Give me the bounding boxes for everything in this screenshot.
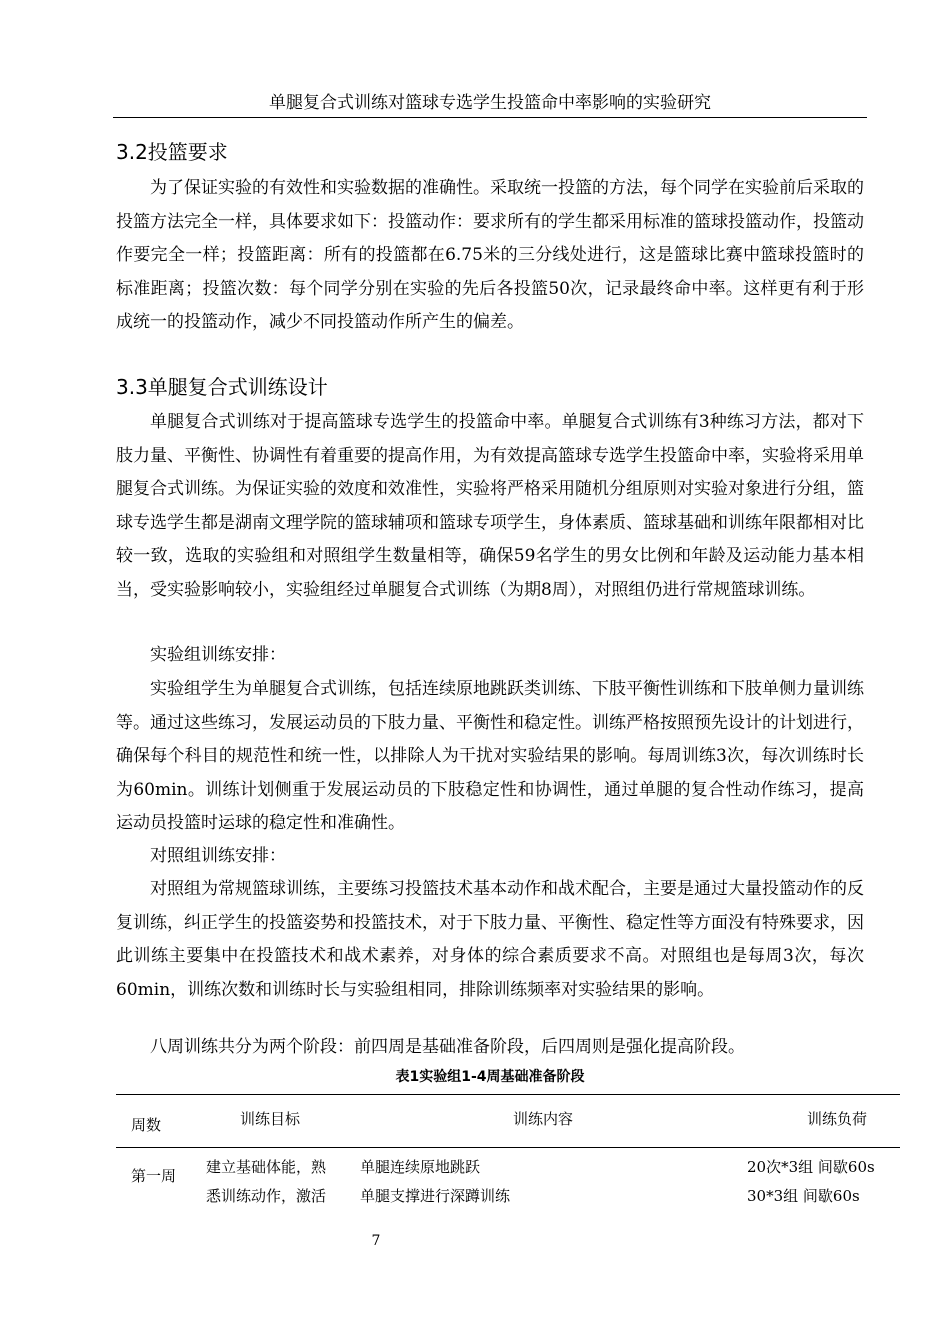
running-header: 单腿复合式训练对篮球专选学生投篮命中率影响的实验研究 xyxy=(269,93,711,113)
table-cell-content-line: 单腿连续原地跳跃 xyxy=(360,1158,481,1176)
table-header-content: 训练内容 xyxy=(513,1110,574,1128)
paragraph: 单腿复合式训练对于提高篮球专选学生的投篮命中率。单腿复合式训练有3种练习方法，都对下肢力量、平衡性、协调性有着重要的提高作用，为有效提高篮球专选学生投篮命中率，实验将采用单腿复合式训练。为保证实验的效度和效准性，实验将严格采用随机分组原则对实验对象进行分组，篮球专选学生都是湖南文理学院的篮球辅项和篮球专项学生，身体素质、篮球基础和训练年限都相对比较一致，选取的实验组和对照组学生数量相等，确保59名学生的男女比例和年龄及运动能力基本相当，受实验影响较小，实验组经过单腿复合式训练（为期8周），对照组仍进行常规篮球训练。 xyxy=(116,412,864,600)
table-caption: 表1实验组1-4周基础准备阶段 xyxy=(395,1069,585,1085)
table-header-goal: 训练目标 xyxy=(240,1110,301,1128)
section-heading-3-3: 3.3单腿复合式训练设计 xyxy=(116,375,328,399)
paragraph: 对照组训练安排： xyxy=(150,846,286,866)
table-cell-load-line: 20次*3组 间歇60s xyxy=(747,1158,875,1176)
header-rule xyxy=(113,117,867,118)
table-header-rule xyxy=(116,1147,900,1148)
paragraph: 实验组学生为单腿复合式训练，包括连续原地跳跃类训练、下肢平衡性训练和下肢单侧力量训练等。通过这些练习，发展运动员的下肢力量、平衡性和稳定性。训练严格按照预先设计的计划进行，确保每个科目的规范性和统一性，以排除人为干扰对实验结果的影响。每周训练3次，每次训练时长为60min。训练计划侧重于发展运动员的下肢稳定性和协调性，通过单腿的复合性动作练习，提高运动员投篮时运球的稳定性和准确性。 xyxy=(116,679,864,833)
table-cell-goal-line: 建立基础体能，熟 xyxy=(206,1158,327,1176)
table-header-week: 周数 xyxy=(131,1116,162,1134)
page-number: 7 xyxy=(371,1233,381,1249)
table-cell-load-line: 30*3组 间歇60s xyxy=(747,1187,860,1205)
paragraph: 八周训练共分为两个阶段：前四周是基础准备阶段，后四周则是强化提高阶段。 xyxy=(150,1037,745,1057)
table-cell-content-line: 单腿支撑进行深蹲训练 xyxy=(360,1187,511,1205)
paragraph: 实验组训练安排： xyxy=(150,645,286,665)
table-top-rule xyxy=(116,1094,900,1095)
table-cell-week: 第一周 xyxy=(131,1167,177,1185)
table-cell-goal-line: 悉训练动作，激活 xyxy=(206,1187,327,1205)
table-header-load: 训练负荷 xyxy=(807,1110,868,1128)
section-heading-3-2: 3.2投篮要求 xyxy=(116,140,228,164)
paragraph: 对照组为常规篮球训练，主要练习投篮技术基本动作和战术配合，主要是通过大量投篮动作的反复训练，纠正学生的投篮姿势和投篮技术，对于下肢力量、平衡性、稳定性等方面没有特殊要求，因此训练主要集中在投篮技术和战术素养，对身体的综合素质要求不高。对照组也是每周3次，每次60min，训练次数和训练时长与实验组相同，排除训练频率对实验结果的影响。 xyxy=(116,879,864,1000)
paragraph: 为了保证实验的有效性和实验数据的准确性。采取统一投篮的方法，每个同学在实验前后采取的投篮方法完全一样，具体要求如下：投篮动作：要求所有的学生都采用标准的篮球投篮动作，投篮动作要完全一样；投篮距离：所有的投篮都在6.75米的三分线处进行，这是篮球比赛中篮球投篮时的标准距离；投篮次数：每个同学分别在实验的先后各投篮50次，记录最终命中率。这样更有利于形成统一的投篮动作，减少不同投篮动作所产生的偏差。 xyxy=(116,178,864,332)
